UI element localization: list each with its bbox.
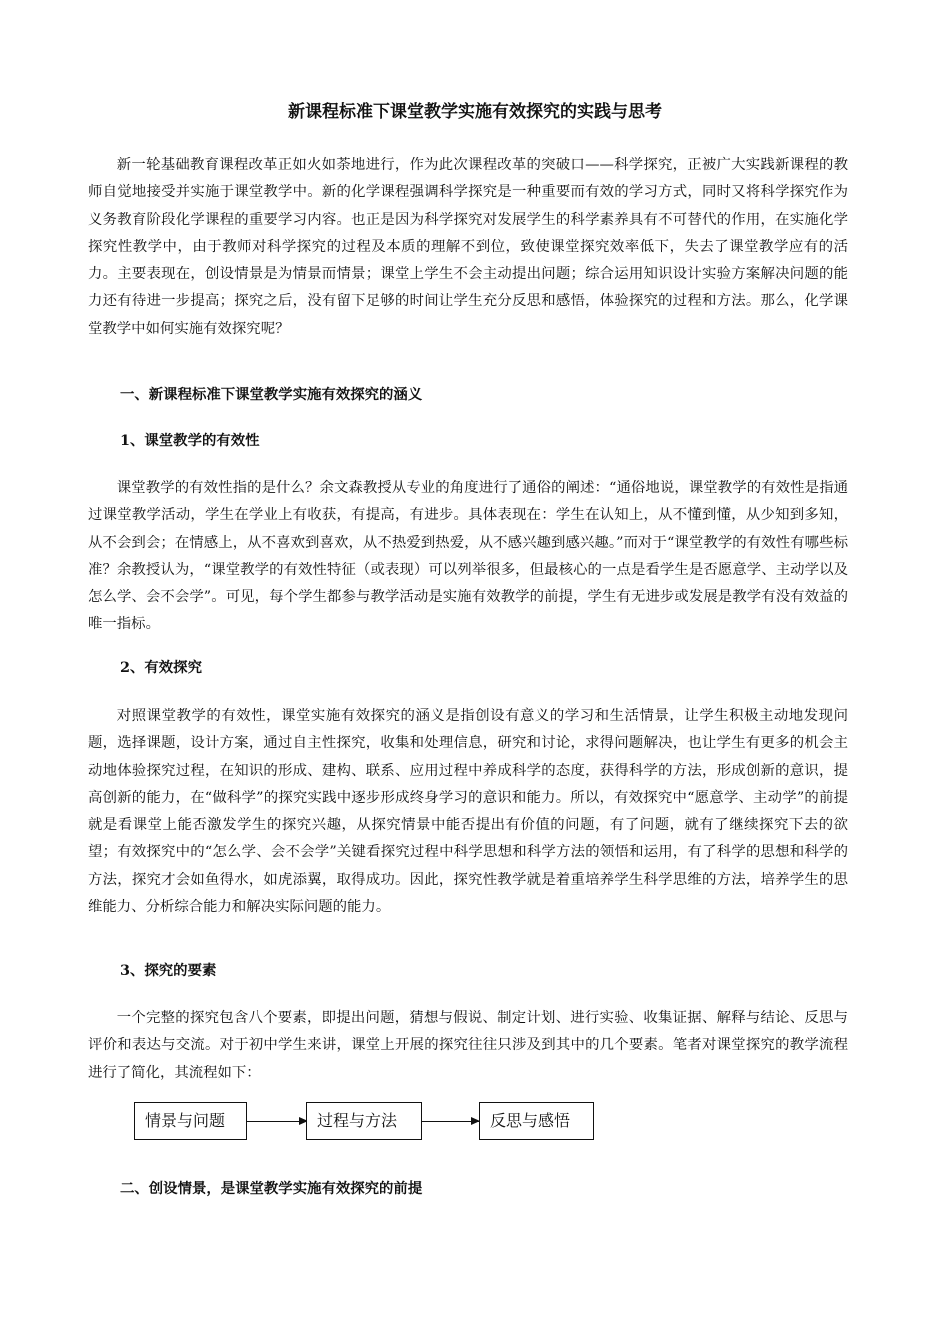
flow-arrow-2 bbox=[422, 1121, 479, 1122]
subsection-2-heading: 2、有效探究 bbox=[120, 659, 202, 676]
flow-step-process-method: 过程与方法 bbox=[306, 1102, 422, 1140]
subsection-3-paragraph: 一个完整的探究包含八个要素，即提出问题，猜想与假说、制定计划、进行实验、收集证据、解释与结论、反思与评价和表达与交流。对于初中学生来讲，课堂上开展的探究往往只涉及到其中的几个要素。笔者对课堂探究的教学流程进行了简化，其流程如下： bbox=[88, 1010, 848, 1081]
document-title: 新课程标准下课堂教学实施有效探究的实践与思考 bbox=[288, 102, 662, 122]
subsection-1-heading: 1、课堂教学的有效性 bbox=[120, 432, 260, 449]
intro-paragraph: 新一轮基础教育课程改革正如火如荼地进行，作为此次课程改革的突破口——科学探究，正被广大实践新课程的教师自觉地接受并实施于课堂教学中。新的化学课程强调科学探究是一种重要而有效的学习方式，同时又将科学探究作为义务教育阶段化学课程的重要学习内容。也正是因为科学探究对发展学生的科学素养具有不可替代的作用，在实施化学探究性教学中，由于教师对科学探究的过程及本质的理解不到位，致使课堂探究效率低下，失去了课堂教学应有的活力。主要表现在，创设情景是为情景而情景；课堂上学生不会主动提出问题；综合运用知识设计实验方案解决问题的能力还有待进一步提高；探究之后，没有留下足够的时间让学生充分反思和感悟，体验探究的过程和方法。那么，化学课堂教学中如何实施有效探究呢？ bbox=[88, 157, 848, 337]
section-1-heading: 一、新课程标准下课堂教学实施有效探究的涵义 bbox=[120, 386, 423, 403]
subsection-1-paragraph: 课堂教学的有效性指的是什么？余文森教授从专业的角度进行了通俗的阐述：“通俗地说，课堂教学的有效性是指通过课堂教学活动，学生在学业上有收获，有提高，有进步。具体表现在：学生在认知上，从不懂到懂，从少知到多知，从不会到会；在情感上，从不喜欢到喜欢，从不热爱到热爱，从不感兴趣到感兴趣。”而对于“课堂教学的有效性有哪些标准？余教授认为，“课堂教学的有效性特征（或表现）可以列举很多，但最核心的一点是看学生是否愿意学、主动学以及怎么学、会不会学”。可见，每个学生都参与教学活动是实施有效教学的前提，学生有无进步或发展是教学有没有效益的唯一指标。 bbox=[88, 480, 848, 633]
flow-arrow-1 bbox=[247, 1121, 307, 1122]
subsection-3-heading: 3、探究的要素 bbox=[120, 962, 217, 979]
section-2-heading: 二、创设情景，是课堂教学实施有效探究的前提 bbox=[120, 1180, 423, 1197]
flow-step-reflection: 反思与感悟 bbox=[479, 1102, 594, 1140]
flow-step-situation-question: 情景与问题 bbox=[134, 1102, 247, 1140]
subsection-2-paragraph: 对照课堂教学的有效性，课堂实施有效探究的涵义是指创设有意义的学习和生活情景，让学生积极主动地发现问题，选择课题，设计方案，通过自主性探究，收集和处理信息，研究和讨论，求得问题解决，也让学生有更多的机会主动地体验探究过程，在知识的形成、建构、联系、应用过程中养成科学的态度，获得科学的方法，形成创新的意识，提高创新的能力，在“做科学”的探究实践中逐步形成终身学习的意识和能力。所以，有效探究中“愿意学、主动学”的前提就是看课堂上能否激发学生的探究兴趣，从探究情景中能否提出有价值的问题，有了问题，就有了继续探究下去的欲望；有效探究中的“怎么学、会不会学”关键看探究过程中科学思想和科学方法的领悟和运用，有了科学的思想和科学的方法，探究才会如鱼得水，如虎添翼，取得成功。因此，探究性教学就是着重培养学生科学思维的方法，培养学生的思维能力、分析综合能力和解决实际问题的能力。 bbox=[88, 708, 848, 916]
process-flow-diagram bbox=[88, 1095, 648, 1155]
